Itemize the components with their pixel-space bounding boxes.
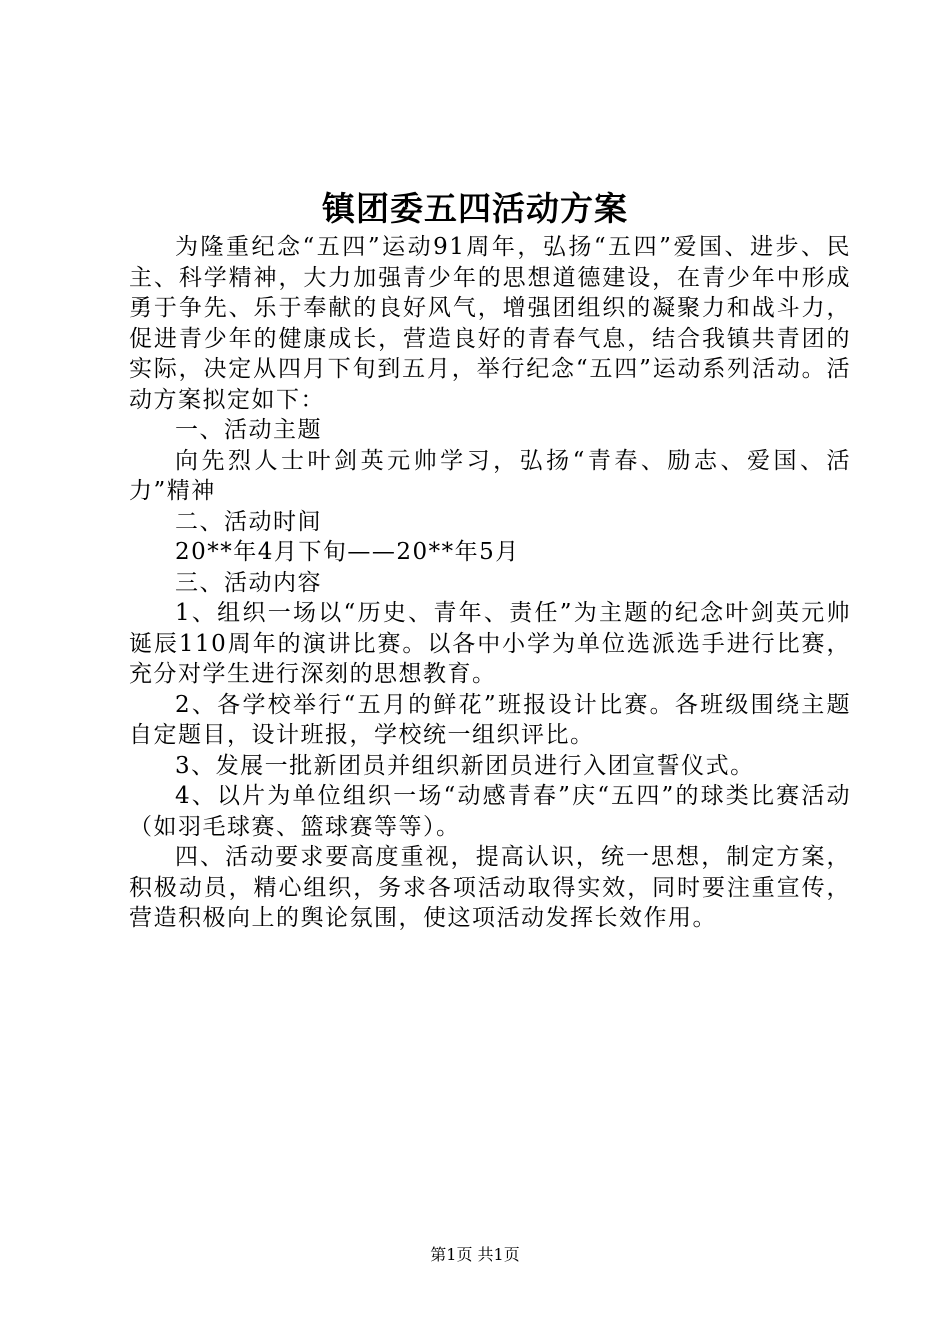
paragraph-item-4: 4、以片为单位组织一场“动感青春”庆“五四”的球类比赛活动（如羽毛球赛、篮球赛等等）。 xyxy=(129,783,851,840)
paragraph-time: 20**年4月下旬——20**年5月 xyxy=(175,539,520,565)
paragraph-item-2: 2、各学校举行“五月的鲜花”班报设计比赛。各班级围绕主题自定题目，设计班报，学校统一组织评比。 xyxy=(129,691,851,748)
paragraph-item-1: 1、组织一场以“历史、青年、责任”为主题的纪念叶剑英元帅诞辰110周年的演讲比赛。以各中小学为单位选派选手进行比赛，充分对学生进行深刻的思想教育。 xyxy=(129,600,851,687)
paragraph-intro: 为隆重纪念“五四”运动91周年，弘扬“五四”爱国、进步、民主、科学精神，大力加强青少年的思想道德建设，在青少年中形成勇于争先、乐于奉献的良好风气，增强团组织的凝聚力和战斗力，促进青少年的健康成长，营造良好的青春气息，结合我镇共青团的实际，决定从四月下旬到五月，举行纪念“五四”运动系列活动。活动方案拟定如下： xyxy=(129,234,851,413)
document-title: 镇团委五四活动方案 xyxy=(322,189,628,228)
heading-theme: 一、活动主题 xyxy=(175,417,322,443)
heading-content: 三、活动内容 xyxy=(175,569,322,596)
page-footer: 第1页 共1页 xyxy=(430,1245,520,1264)
heading-time: 二、活动时间 xyxy=(175,508,322,535)
paragraph-requirements: 四、活动要求要高度重视，提高认识，统一思想，制定方案，积极动员，精心组织，务求各项活动取得实效，同时要注重宣传，营造积极向上的舆论氛围，使这项活动发挥长效作用。 xyxy=(129,844,851,931)
paragraph-item-3: 3、发展一批新团员并组织新团员进行入团宣誓仪式。 xyxy=(175,752,755,779)
document-body xyxy=(129,232,851,934)
paragraph-theme: 向先烈人士叶剑英元帅学习，弘扬“青春、励志、爱国、活力”精神 xyxy=(129,447,851,504)
